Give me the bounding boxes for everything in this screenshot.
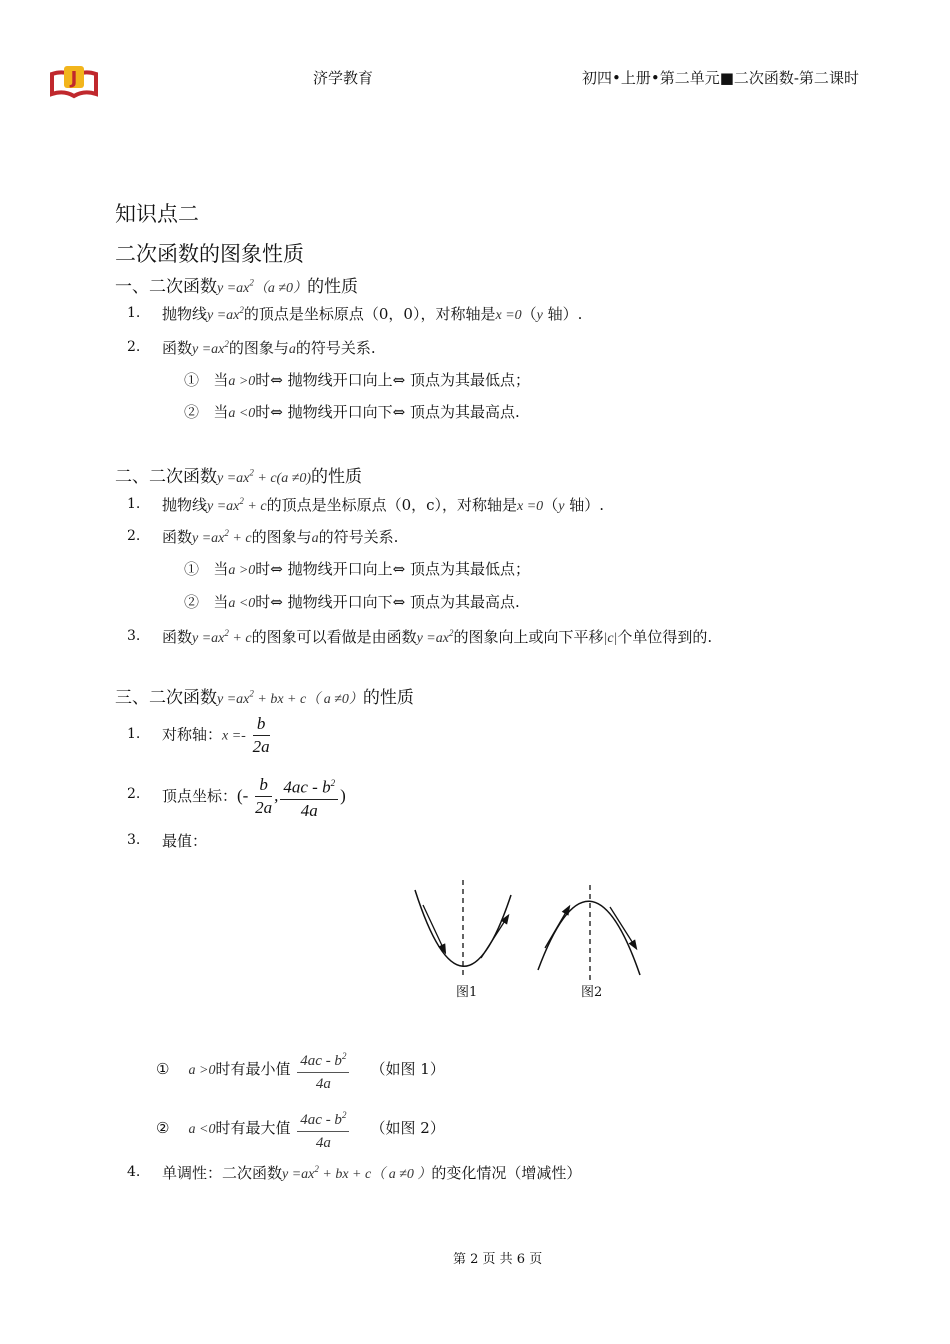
s1-case2: ② 当a <0时⇔ 抛物线开口向下⇔ 顶点为其最高点.: [184, 403, 520, 421]
svg-text:J: J: [70, 68, 78, 89]
section-title: 知识点二: [115, 202, 199, 226]
s1-item2: 函数$y =ax^2$的图象与a的符号关系.: [162, 339, 376, 357]
page-footer: 第 2 页 共 6 页: [453, 1252, 543, 1267]
s1-item1-number: 1.: [127, 305, 141, 321]
s2-heading: 二、二次函数$y =ax^2 + c(a \ne 0)$的性质: [115, 467, 363, 487]
figure2-downward-parabola: [538, 885, 640, 980]
s3-item2-number: 2.: [127, 786, 141, 802]
header-org: 济学教育: [313, 69, 374, 87]
s1-case1: ① 当a >0时⇔ 抛物线开口向上⇔ 顶点为其最低点；: [184, 371, 530, 389]
book-logo-icon: [48, 60, 100, 100]
s1-item2-number: 2.: [127, 339, 141, 355]
s2-item2-number: 2.: [127, 528, 141, 544]
s2-case1: ① 当a >0时⇔ 抛物线开口向上⇔ 顶点为其最低点；: [184, 560, 530, 578]
s3-item4-number: 4.: [127, 1164, 141, 1180]
s2-item1: 抛物线$y =ax^2 + c$的顶点是坐标原点（0，c），对称轴是x =0（y 轴）.: [162, 496, 604, 514]
figure1-upward-parabola: [415, 880, 511, 975]
s3-item2: 顶点坐标：(- $\frac{b}{2a}$ , $\frac{4ac - b^2}{4a}$ ): [162, 772, 346, 822]
s3-max-value: ② a <0时有最大值 $\frac{4ac - b^2}{4a}$ （如图 2）: [156, 1104, 445, 1154]
logo: [48, 60, 100, 100]
s2-case2: ② 当a <0时⇔ 抛物线开口向下⇔ 顶点为其最高点.: [184, 593, 520, 611]
s3-item1-number: 1.: [127, 726, 141, 742]
s3-item1: 对称轴：x =- $\frac{b}{2a}$: [162, 714, 270, 756]
figure2-caption: 图2: [581, 985, 603, 1000]
s2-item3-number: 3.: [127, 628, 141, 644]
parabola-figure: [405, 880, 655, 1000]
s2-item1-number: 1.: [127, 496, 141, 512]
s3-min-value: ① a >0时有最小值 $\frac{4ac - b^2}{4a}$ （如图 1）: [156, 1045, 445, 1095]
header-course: 初四•上册•第二单元■二次函数-第二课时: [582, 69, 859, 87]
s3-item3: 最值：: [162, 832, 208, 850]
s2-item3: 函数$y =ax^2 + c$的图象可以看做是由函数$y =ax^2$的图象向上或向下平移|c|个单位得到的.: [162, 628, 713, 646]
figure1-caption: 图1: [456, 985, 478, 1000]
s1-heading: 一、二次函数$y =ax^2(a \ne 0)$的性质: [115, 277, 359, 297]
s3-heading: 三、二次函数$y =ax^2$ + bx + c（ a ≠0）的性质: [115, 688, 414, 708]
s2-item2: 函数$y =ax^2 + c$的图象与a的符号关系.: [162, 528, 399, 546]
section-subtitle: 二次函数的图象性质: [115, 242, 304, 266]
s1-item1: 抛物线$y =ax^2$的顶点是坐标原点（0，0），对称轴是x =0（y 轴）.: [162, 305, 583, 323]
s3-item4: 单调性：二次函数$y =ax^2$ + bx + c（ a ≠0 ）的变化情况（增减性）: [162, 1164, 582, 1182]
s3-item3-number: 3.: [127, 832, 141, 848]
